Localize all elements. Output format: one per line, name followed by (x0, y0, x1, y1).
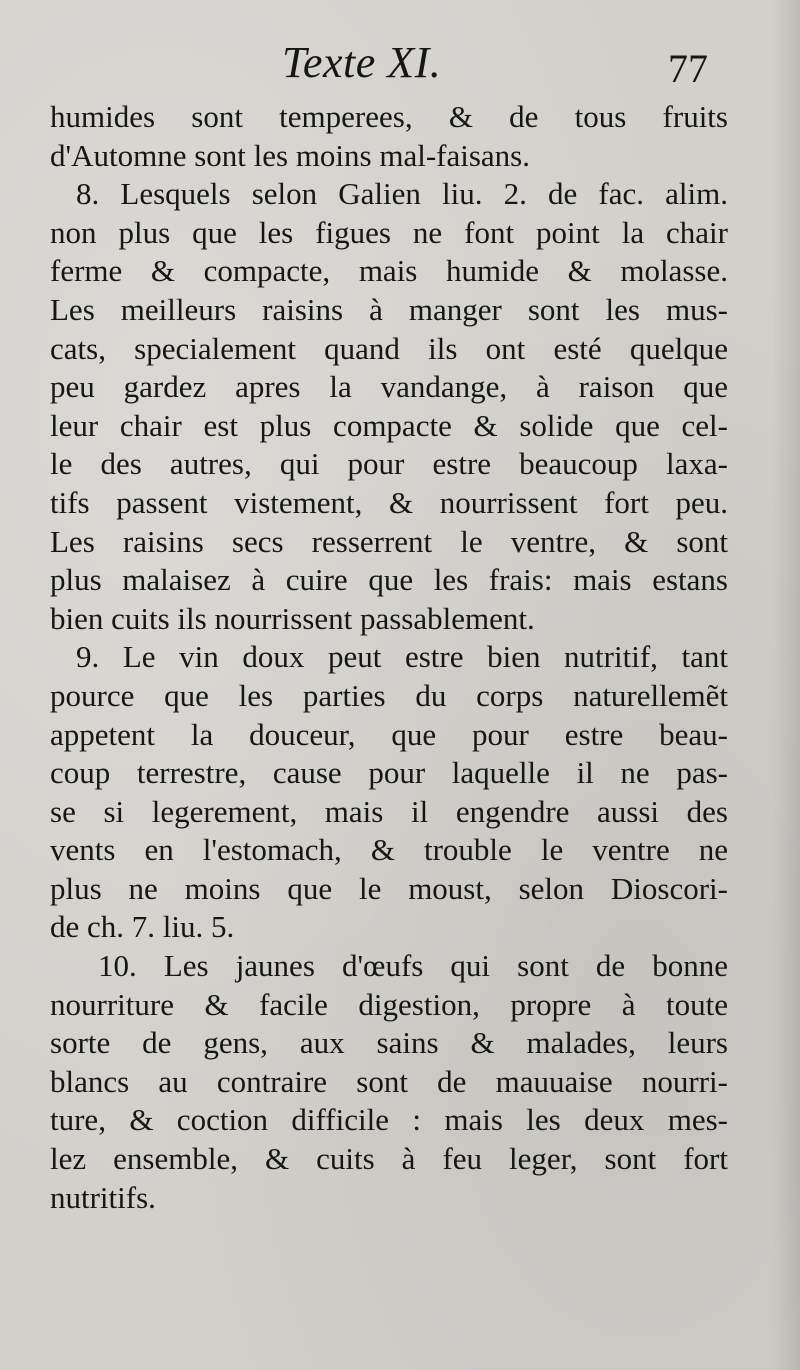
text-line: non plus que les figues ne font point la chair (50, 214, 728, 250)
text-line: lez ensemble, & cuits à feu leger, sont fort (50, 1141, 728, 1177)
text-line: Les meilleurs raisins à manger sont les mus- (50, 291, 728, 327)
text-line: pource que les parties du corps naturellemẽt (50, 677, 728, 713)
text-line: se si legerement, mais il engendre aussi des (50, 793, 728, 829)
text-line: peu gardez apres la vandange, à raison que (50, 369, 728, 405)
running-title: Texte XI. (282, 38, 442, 87)
text-line: plus malaisez à cuire que les frais: mais estans (50, 562, 728, 598)
text-line-para-9-start: 9. Le vin doux peut estre bien nutritif, tant (76, 639, 728, 675)
text-line-para-10-start: 10. Les jaunes d'œufs qui sont de bonne (98, 948, 728, 984)
text-line: le des autres, qui pour estre beaucoup laxa- (50, 446, 728, 482)
text-line: vents en l'estomach, & trouble le ventre ne (50, 832, 728, 868)
text-line: Les raisins secs resserrent le ventre, & sont (50, 523, 728, 559)
text-line: ferme & compacte, mais humide & molasse. (50, 253, 728, 289)
text-line: coup terrestre, cause pour laquelle il ne pas- (50, 755, 728, 791)
text-line: appetent la douceur, que pour estre beau- (50, 716, 728, 752)
text-line: bien cuits ils nourrissent passablement. (50, 600, 535, 636)
text-line: sorte de gens, aux sains & malades, leurs (50, 1025, 728, 1061)
text-line: cats, specialement quand ils ont esté quelque (50, 330, 728, 366)
text-line: leur chair est plus compacte & solide que cel- (50, 407, 728, 443)
text-line: nourriture & facile digestion, propre à toute (50, 986, 728, 1022)
body-text (50, 98, 728, 1217)
text-line: d'Automne sont les moins mal-faisans. (50, 137, 531, 173)
page-number: 77 (668, 46, 708, 91)
text-line: ture, & coction difficile : mais les deux mes- (50, 1102, 728, 1138)
text-line: humides sont temperees, & de tous fruits (50, 99, 728, 134)
text-line: nutritifs. (50, 1179, 156, 1215)
page-edge-shadow (772, 0, 800, 1370)
text-line-para-8-start: 8. Lesquels selon Galien liu. 2. de fac. alim. (76, 176, 728, 212)
text-line: de ch. 7. liu. 5. (50, 909, 235, 945)
text-line: plus ne moins que le moust, selon Dioscori- (50, 870, 728, 906)
page-header (0, 34, 800, 98)
text-line: tifs passent vistement, & nourrissent fort peu. (50, 484, 728, 520)
text-line: blancs au contraire sont de mauuaise nourri- (50, 1063, 728, 1099)
